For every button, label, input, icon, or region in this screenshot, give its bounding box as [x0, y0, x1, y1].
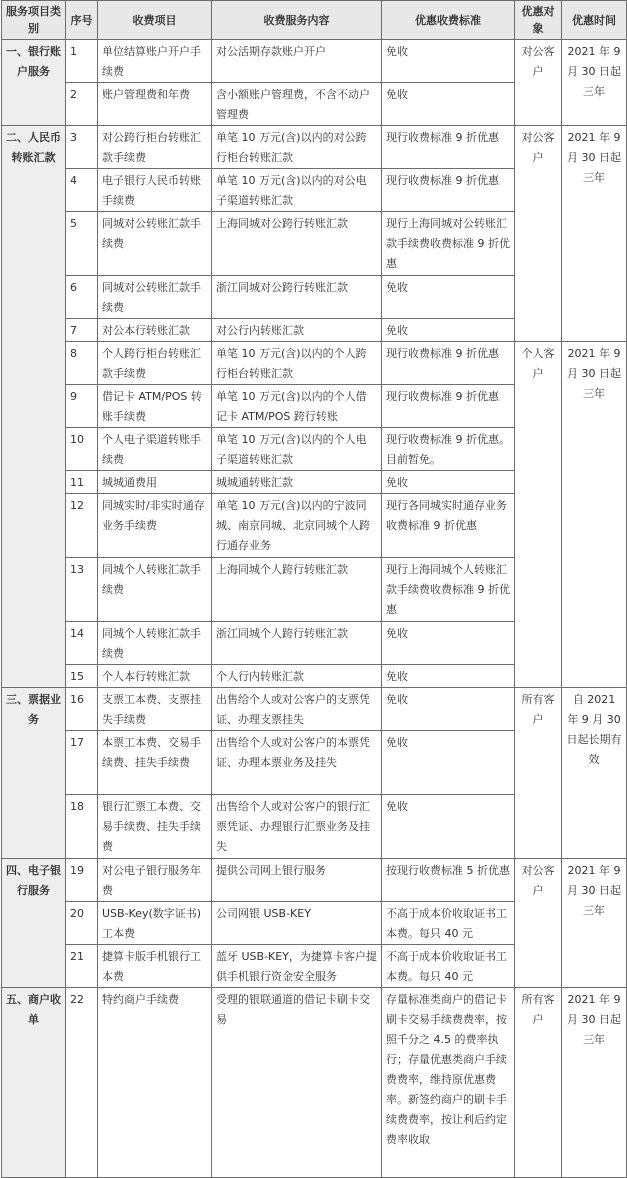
row-no: 4	[66, 169, 98, 212]
row-no: 5	[66, 212, 98, 276]
target-cell: 对公客户	[515, 40, 562, 126]
target-cell: 所有客户	[515, 988, 562, 1178]
row-item: 捷算卡版手机银行工本费	[98, 945, 212, 988]
row-content: 蓝牙 USB-KEY，为捷算卡客户提供手机银行资金安全服务	[212, 945, 382, 988]
row-standard: 现行收费标准 9 折优惠	[382, 342, 515, 385]
target-cell: 对公客户	[515, 859, 562, 988]
row-content: 对公活期存款账户开户	[212, 40, 382, 83]
row-item: 银行汇票工本费、交易手续费、挂失手续费	[98, 795, 212, 859]
row-item: 个人本行转账汇款	[98, 665, 212, 688]
row-content: 提供公司网上银行服务	[212, 859, 382, 902]
row-no: 17	[66, 731, 98, 795]
header-category: 服务项目类别	[2, 1, 66, 40]
row-content: 单笔 10 万元(含)以内的对公电子渠道转账汇款	[212, 169, 382, 212]
row-standard: 存量标准类商户的借记卡刷卡交易手续费费率，按照千分之 4.5 的费率执行；存量优惠类商户手续费费率，维持原优惠费率。新签约商户的刷卡手续费费率，按让利后约定费率收取	[382, 988, 515, 1178]
row-no: 2	[66, 83, 98, 126]
time-cell: 2021 年 9 月 30 日起三年	[562, 40, 627, 126]
row-standard: 现行上海同城对公转账汇款手续费收费标准 9 折优惠	[382, 212, 515, 276]
row-content: 出售给个人或对公客户的本票凭证、办理本票业务及挂失	[212, 731, 382, 795]
row-content: 单笔 10 万元(含)以内的宁波同城、南京同城、北京同城个人跨行通存业务	[212, 494, 382, 558]
row-item: 支票工本费、支票挂失手续费	[98, 688, 212, 731]
row-no: 14	[66, 622, 98, 665]
row-no: 11	[66, 471, 98, 494]
row-item: 本票工本费、交易手续费、挂失手续费	[98, 731, 212, 795]
row-standard: 现行收费标准 9 折优惠	[382, 126, 515, 169]
target-cell: 所有客户	[515, 688, 562, 859]
table-row	[2, 126, 627, 169]
row-standard: 现行收费标准 9 折优惠	[382, 169, 515, 212]
row-standard: 不高于成本价收取证书工本费。每只 40 元	[382, 902, 515, 945]
category-cell: 一、银行账户服务	[2, 40, 66, 126]
row-standard: 现行各同城实时通存业务收费标准 9 折优惠	[382, 494, 515, 558]
row-standard: 不高于成本价收取证书工本费。每只 40 元	[382, 945, 515, 988]
row-item: 特约商户手续费	[98, 988, 212, 1178]
row-no: 19	[66, 859, 98, 902]
row-content: 单笔 10 万元(含)以内的个人借记卡 ATM/POS 跨行转账	[212, 385, 382, 428]
row-no: 13	[66, 558, 98, 622]
table-row	[2, 859, 627, 902]
row-item: 同城个人转账汇款手续费	[98, 558, 212, 622]
row-no: 10	[66, 428, 98, 471]
row-content: 个人行内转账汇款	[212, 665, 382, 688]
header-row	[2, 1, 627, 40]
row-standard: 免收	[382, 471, 515, 494]
time-cell: 自 2021 年 9 月 30 日起长期有效	[562, 688, 627, 859]
row-item: 同城个人转账汇款手续费	[98, 622, 212, 665]
header-item: 收费项目	[98, 1, 212, 40]
row-item: 同城对公转账汇款手续费	[98, 212, 212, 276]
row-content: 含小额账户管理费，不含不动户管理费	[212, 83, 382, 126]
row-item: 同城对公转账汇款手续费	[98, 276, 212, 319]
time-cell: 2021 年 9 月 30 日起三年	[562, 859, 627, 988]
header-time: 优惠时间	[562, 1, 627, 40]
header-standard: 优惠收费标准	[382, 1, 515, 40]
row-no: 7	[66, 319, 98, 342]
header-target: 优惠对象	[515, 1, 562, 40]
fee-discount-table	[1, 0, 627, 1178]
header-content: 收费服务内容	[212, 1, 382, 40]
row-no: 20	[66, 902, 98, 945]
row-item: 同城实时/非实时通存业务手续费	[98, 494, 212, 558]
row-no: 9	[66, 385, 98, 428]
table-row	[2, 688, 627, 731]
target-cell: 对公客户	[515, 126, 562, 342]
row-content: 浙江同城个人跨行转账汇款	[212, 622, 382, 665]
row-no: 6	[66, 276, 98, 319]
category-cell: 五、商户收单	[2, 988, 66, 1178]
row-content: 单笔 10 万元(含)以内的对公跨行柜台转账汇款	[212, 126, 382, 169]
row-content: 出售给个人或对公客户的支票凭证、办理支票挂失	[212, 688, 382, 731]
row-item: USB-Key(数字证书)工本费	[98, 902, 212, 945]
row-item: 电子银行人民币转账手续费	[98, 169, 212, 212]
row-item: 城城通费用	[98, 471, 212, 494]
row-standard: 免收	[382, 319, 515, 342]
row-standard: 免收	[382, 795, 515, 859]
row-standard: 免收	[382, 276, 515, 319]
row-item: 对公电子银行服务年费	[98, 859, 212, 902]
row-no: 1	[66, 40, 98, 83]
row-standard: 免收	[382, 622, 515, 665]
row-standard: 免收	[382, 688, 515, 731]
row-no: 3	[66, 126, 98, 169]
row-standard: 现行上海同城个人转账汇款手续费收费标准 9 折优惠	[382, 558, 515, 622]
row-content: 上海同城个人跨行转账汇款	[212, 558, 382, 622]
row-no: 22	[66, 988, 98, 1178]
target-cell: 个人客户	[515, 342, 562, 688]
row-item: 对公本行转账汇款	[98, 319, 212, 342]
row-item: 个人电子渠道转账手续费	[98, 428, 212, 471]
row-no: 15	[66, 665, 98, 688]
row-item: 借记卡 ATM/POS 转账手续费	[98, 385, 212, 428]
category-cell: 四、电子银行服务	[2, 859, 66, 988]
row-standard: 免收	[382, 665, 515, 688]
row-no: 18	[66, 795, 98, 859]
header-no: 序号	[66, 1, 98, 40]
row-item: 对公跨行柜台转账汇款手续费	[98, 126, 212, 169]
row-content: 单笔 10 万元(含)以内的个人电子渠道转账汇款	[212, 428, 382, 471]
row-no: 8	[66, 342, 98, 385]
time-cell: 2021 年 9 月 30 日起三年	[562, 988, 627, 1178]
row-no: 12	[66, 494, 98, 558]
row-no: 21	[66, 945, 98, 988]
row-content: 城城通转账汇款	[212, 471, 382, 494]
row-standard: 现行收费标准 9 折优惠	[382, 385, 515, 428]
row-standard: 免收	[382, 83, 515, 126]
row-standard: 免收	[382, 40, 515, 83]
row-standard: 现行收费标准 9 折优惠。目前暂免。	[382, 428, 515, 471]
time-cell: 2021 年 9 月 30 日起三年	[562, 126, 627, 342]
row-standard: 免收	[382, 731, 515, 795]
row-content: 浙江同城对公跨行转账汇款	[212, 276, 382, 319]
row-content: 单笔 10 万元(含)以内的个人跨行柜台转账汇款	[212, 342, 382, 385]
row-standard: 按现行收费标准 5 折优惠	[382, 859, 515, 902]
row-content: 受理的银联通道的借记卡刷卡交易	[212, 988, 382, 1178]
row-content: 公司网银 USB-KEY	[212, 902, 382, 945]
row-content: 上海同城对公跨行转账汇款	[212, 212, 382, 276]
row-no: 16	[66, 688, 98, 731]
row-item: 个人跨行柜台转账汇款手续费	[98, 342, 212, 385]
table-row	[2, 988, 627, 1178]
category-cell: 三、票据业务	[2, 688, 66, 859]
row-item: 单位结算账户开户手续费	[98, 40, 212, 83]
time-cell: 2021 年 9 月 30 日起三年	[562, 342, 627, 688]
table-row	[2, 40, 627, 83]
row-content: 出售给个人或对公客户的银行汇票凭证、办理银行汇票业务及挂失	[212, 795, 382, 859]
table-row	[2, 342, 627, 385]
row-content: 对公行内转账汇款	[212, 319, 382, 342]
category-cell: 二、人民币转账汇款	[2, 126, 66, 688]
row-item: 账户管理费和年费	[98, 83, 212, 126]
